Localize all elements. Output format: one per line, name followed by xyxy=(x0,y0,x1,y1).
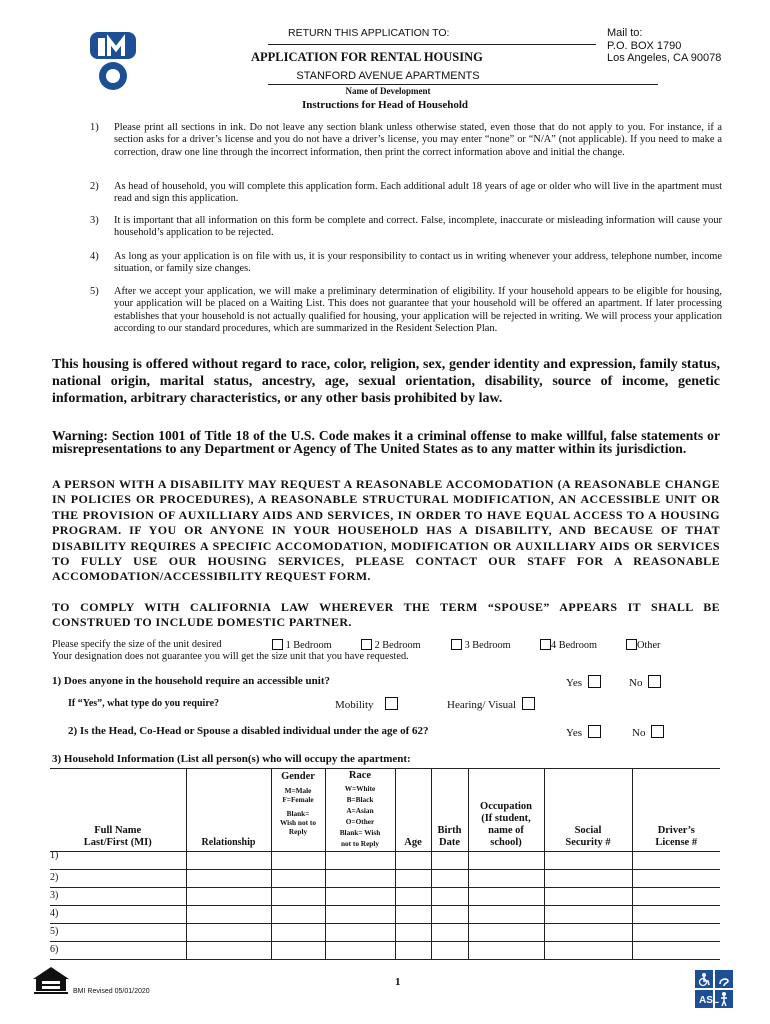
col-relationship: Relationship xyxy=(186,769,271,852)
checkbox[interactable] xyxy=(451,639,462,650)
instruction-item-5: 5) After we accept your application, we will make a preliminary determination of eligibility. If your household appears to be eligible for housing, your application will be placed on a Waiting List. This does not guarantee that your household will be offered an apartment. If later processing establishes that your household is not actually qualified for housing, your application will be rejected in writing. We will process your application according to our standard procedures, which are summarized in the Resident Selection Plan. xyxy=(90,286,722,334)
col-age: Age xyxy=(395,769,431,852)
unit-option-1-bedroom[interactable]: 1 Bedroom xyxy=(272,639,332,651)
household-info-title: 3) Household Information (List all person(s) who will occupy the apartment: xyxy=(52,753,411,765)
unit-size-note: Your designation does not guarantee you will get the size unit that you have requested. xyxy=(52,651,409,662)
col-full-name: Full Name Last/First (MI) xyxy=(50,769,186,852)
unit-option-4-bedroom[interactable]: 4 Bedroom xyxy=(540,639,597,651)
checkbox[interactable] xyxy=(540,639,551,650)
disability-accommodation-notice: A PERSON WITH A DISABILITY MAY REQUEST A REASONABLE ACCOMODATION (A REASONABLE CHANGE IN POLICIES OR PROCEDURES), A REASONABLE STRUCTURAL MODIFICATION, AN ACCESSIBLE UNIT OR THE PROVISION OF AUXILLIARY AIDS AND SERVICES, IN ORDER TO HAVE EQUAL ACCESS TO A HOUSING PROGRAM. IF YOU OR ANYONE IN YOUR HOUSEHOLD HAS A DISABILITY, AND BECAUSE OF THAT DISABILITY REQUIRES A SPECIFIC ACCOMODATION, MODIFICATION OR AUXILLIARY AIDS OR SERVICES TO FULLY USE OUR HOUSING SERVICES, PLEASE CONTACT OUR STAFF FOR A REASONABLE ACCOMODATION/ACCESSIBILITY REQUEST FORM. xyxy=(52,477,720,584)
header-divider xyxy=(268,44,596,45)
checkbox[interactable] xyxy=(588,675,601,688)
checkbox[interactable] xyxy=(522,697,535,710)
return-to-label: RETURN THIS APPLICATION TO: xyxy=(288,27,450,39)
checkbox[interactable] xyxy=(626,639,637,650)
table-row[interactable]: 4) xyxy=(50,906,720,924)
unit-option-3-bedroom[interactable]: 3 Bedroom xyxy=(451,639,511,651)
q1-yes-option[interactable]: Yes xyxy=(566,675,601,689)
unit-option-other[interactable]: Other xyxy=(626,639,660,651)
accessibility-icons xyxy=(695,970,733,1008)
instruction-item-4: 4) As long as your application is on file with us, it is your responsibility to contact us in writing whenever your address, telephone number, income situation, or family size changes. xyxy=(90,251,722,275)
instruction-item-3: 3) It is important that all information on this form be complete and correct. False, incomplete, inaccurate or misleading information will cause your household’s application to be rejected. xyxy=(90,215,722,239)
table-header-row xyxy=(50,769,720,852)
col-birth-date: Birth Date xyxy=(431,769,468,852)
equal-housing-logo xyxy=(30,965,72,995)
checkbox[interactable] xyxy=(651,725,664,738)
development-name: STANFORD AVENUE APARTMENTS xyxy=(296,70,480,82)
question-disabled-under-62: 2) Is the Head, Co-Head or Spouse a disabled individual under the age of 62? xyxy=(68,725,429,737)
question-accessible-unit: 1) Does anyone in the household require an accessible unit? xyxy=(52,675,330,687)
domestic-partner-notice: TO COMPLY WITH CALIFORNIA LAW WHEREVER THE TERM “SPOUSE” APPEARS IT SHALL BE CONSTRUED TO INCLUDE DOMESTIC PARTNER. xyxy=(52,600,720,629)
company-logo xyxy=(88,30,138,92)
checkbox[interactable] xyxy=(588,725,601,738)
development-caption: Name of Development xyxy=(345,86,431,96)
unit-size-prompt: Please specify the size of the unit desired xyxy=(52,639,222,650)
col-social-security: Social Security # xyxy=(544,769,632,852)
q2-yes-option[interactable]: Yes xyxy=(566,725,601,739)
mobility-option[interactable]: Mobility xyxy=(335,697,398,711)
revision-date: BMI Revised 05/01/2020 xyxy=(73,988,150,995)
mail-to-address: Mail to: P.O. BOX 1790 Los Angeles, CA 90078 xyxy=(607,27,722,64)
checkbox[interactable] xyxy=(272,639,283,650)
svg-text:ASL: ASL xyxy=(699,995,719,1006)
accessible-type-prompt: If “Yes”, what type do you require? xyxy=(68,698,220,709)
checkbox[interactable] xyxy=(361,639,372,650)
federal-warning: Warning: Section 1001 of Title 18 of the U.S. Code makes it a criminal offense to make willful, false statements or misrepresentations to any Department or Agency of The United States as to any matter within its jurisdiction. xyxy=(52,428,720,456)
household-table xyxy=(50,768,720,960)
table-row[interactable]: 6) xyxy=(50,942,720,960)
table-row[interactable]: 3) xyxy=(50,888,720,906)
instructions-title: Instructions for Head of Household xyxy=(301,99,469,111)
instruction-item-1: 1) Please print all sections in ink. Do not leave any section blank unless otherwise stated, even those that do not apply to you. For instance, if a section asks for a driver’s license and you do not have a driver’s license, you may enter “none” or “N/A” (not applicable). If you need to make a correction, draw one line through the incorrect information, then print the correct information above and initial the change. xyxy=(90,122,722,158)
unit-size-row xyxy=(52,639,222,650)
table-row[interactable]: 1) xyxy=(50,852,720,870)
table-row[interactable]: 2) xyxy=(50,870,720,888)
col-drivers-license: Driver’s License # xyxy=(632,769,720,852)
checkbox[interactable] xyxy=(648,675,661,688)
col-race: Race W=White B=Black A=Asian O=Other Blank= Wish not to Reply xyxy=(325,769,395,852)
fair-housing-notice: This housing is offered without regard to race, color, religion, sex, gender identity and expression, family status, national origin, marital status, ancestry, age, sexual orientation, disability, source of income, genetic information, arbitrary characteristics, or any other basis prohibited by law. xyxy=(52,357,720,406)
checkbox[interactable] xyxy=(385,697,398,710)
col-occupation: Occupation (If student, name of school) xyxy=(468,769,544,852)
hearing-visual-option[interactable]: Hearing/ Visual xyxy=(447,697,535,711)
application-title: APPLICATION FOR RENTAL HOUSING xyxy=(251,50,483,64)
col-gender: Gender M=Male F=Female Blank= Wish not to Reply xyxy=(271,769,325,852)
q1-no-option[interactable]: No xyxy=(629,675,661,689)
unit-option-2-bedroom[interactable]: 2 Bedroom xyxy=(361,639,421,651)
table-row[interactable]: 5) xyxy=(50,924,720,942)
development-underline xyxy=(268,84,658,85)
instruction-item-2: 2) As head of household, you will complete this application form. Each additional adult 18 years of age or older who will live in the apartment must read and sign this application. xyxy=(90,181,722,205)
q2-no-option[interactable]: No xyxy=(632,725,664,739)
page-number: 1 xyxy=(395,976,401,988)
